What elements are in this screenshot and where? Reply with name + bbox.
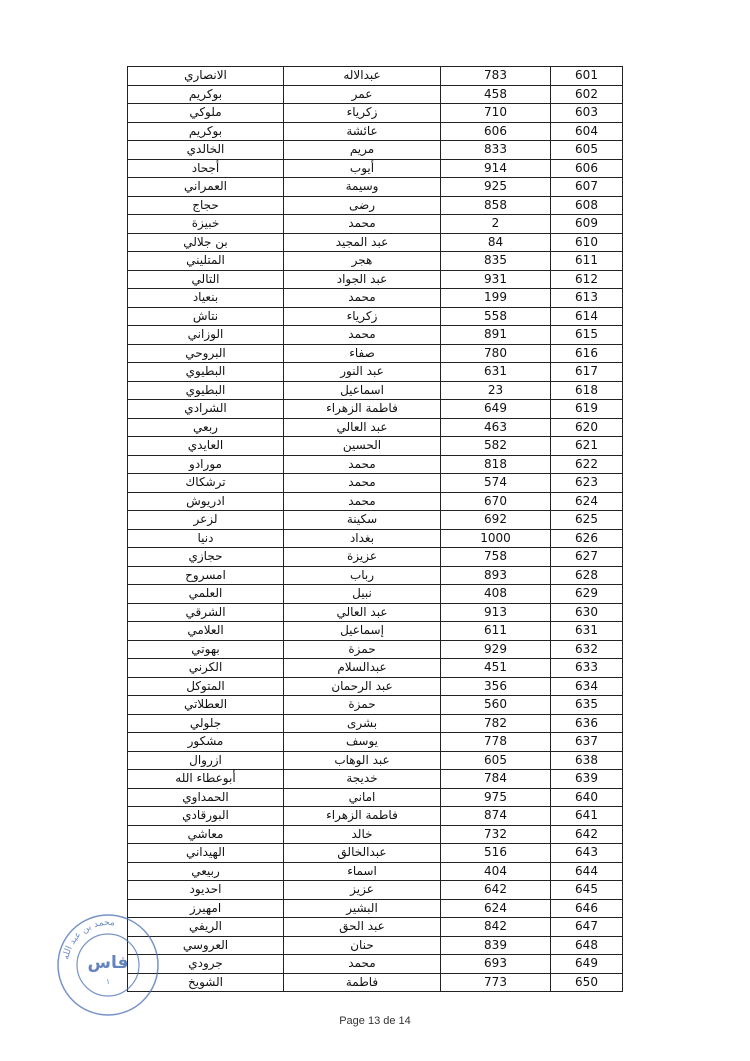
last-name-cell: ربيعي [128, 862, 284, 881]
first-name-cell: حمزة [284, 696, 441, 715]
row-number-cell: 618 [551, 381, 623, 400]
score-cell: 463 [441, 418, 551, 437]
score-cell: 631 [441, 363, 551, 382]
table-row [128, 585, 623, 604]
last-name-cell: ادريوش [128, 492, 284, 511]
last-name-cell: الانصاري [128, 67, 284, 86]
table-row [128, 807, 623, 826]
last-name-cell: بهوتي [128, 640, 284, 659]
score-cell: 839 [441, 936, 551, 955]
first-name-cell: وسيمة [284, 178, 441, 197]
first-name-cell: زكرياء [284, 104, 441, 123]
first-name-cell: إسماعيل [284, 622, 441, 641]
score-cell: 893 [441, 566, 551, 585]
table-row [128, 955, 623, 974]
first-name-cell: عبد الحق [284, 918, 441, 937]
table-row [128, 622, 623, 641]
last-name-cell: الحمداوي [128, 788, 284, 807]
table-row [128, 67, 623, 86]
first-name-cell: محمد [284, 289, 441, 308]
table-row [128, 566, 623, 585]
score-cell: 858 [441, 196, 551, 215]
score-cell: 404 [441, 862, 551, 881]
table-row [128, 400, 623, 419]
score-cell: 784 [441, 770, 551, 789]
table-row [128, 770, 623, 789]
last-name-cell: العروسي [128, 936, 284, 955]
score-cell: 835 [441, 252, 551, 271]
row-number-cell: 614 [551, 307, 623, 326]
first-name-cell: خديجة [284, 770, 441, 789]
table-row [128, 326, 623, 345]
last-name-cell: الكرني [128, 659, 284, 678]
row-number-cell: 619 [551, 400, 623, 419]
last-name-cell: العلامي [128, 622, 284, 641]
row-number-cell: 638 [551, 751, 623, 770]
first-name-cell: عبدالاله [284, 67, 441, 86]
score-cell: 670 [441, 492, 551, 511]
row-number-cell: 617 [551, 363, 623, 382]
score-cell: 891 [441, 326, 551, 345]
first-name-cell: عمر [284, 85, 441, 104]
score-cell: 574 [441, 474, 551, 493]
table-row [128, 381, 623, 400]
last-name-cell: العلمي [128, 585, 284, 604]
score-cell: 913 [441, 603, 551, 622]
last-name-cell: مورادو [128, 455, 284, 474]
last-name-cell: حجازي [128, 548, 284, 567]
first-name-cell: محمد [284, 326, 441, 345]
row-number-cell: 604 [551, 122, 623, 141]
score-cell: 778 [441, 733, 551, 752]
row-number-cell: 602 [551, 85, 623, 104]
first-name-cell: سكينة [284, 511, 441, 530]
first-name-cell: عزيزة [284, 548, 441, 567]
first-name-cell: هجر [284, 252, 441, 271]
first-name-cell: مريم [284, 141, 441, 160]
table-row [128, 751, 623, 770]
last-name-cell: أبوعطاء الله [128, 770, 284, 789]
roster-table [127, 66, 623, 992]
first-name-cell: البشير [284, 899, 441, 918]
row-number-cell: 610 [551, 233, 623, 252]
row-number-cell: 634 [551, 677, 623, 696]
table-row [128, 973, 623, 992]
first-name-cell: بشرى [284, 714, 441, 733]
table-row [128, 733, 623, 752]
row-number-cell: 605 [551, 141, 623, 160]
table-row [128, 492, 623, 511]
last-name-cell: ازروال [128, 751, 284, 770]
last-name-cell: احديود [128, 881, 284, 900]
row-number-cell: 639 [551, 770, 623, 789]
row-number-cell: 607 [551, 178, 623, 197]
last-name-cell: ملوكي [128, 104, 284, 123]
last-name-cell: جلولي [128, 714, 284, 733]
score-cell: 818 [441, 455, 551, 474]
last-name-cell: الوزاني [128, 326, 284, 345]
row-number-cell: 644 [551, 862, 623, 881]
score-cell: 842 [441, 918, 551, 937]
score-cell: 558 [441, 307, 551, 326]
last-name-cell: الهيداني [128, 844, 284, 863]
first-name-cell: عبد الوهاب [284, 751, 441, 770]
first-name-cell: عبد الرحمان [284, 677, 441, 696]
score-cell: 710 [441, 104, 551, 123]
last-name-cell: حجاج [128, 196, 284, 215]
first-name-cell: فاطمة الزهراء [284, 400, 441, 419]
last-name-cell: معاشي [128, 825, 284, 844]
row-number-cell: 608 [551, 196, 623, 215]
table-row [128, 640, 623, 659]
row-number-cell: 609 [551, 215, 623, 234]
score-cell: 624 [441, 899, 551, 918]
score-cell: 833 [441, 141, 551, 160]
first-name-cell: اسماء [284, 862, 441, 881]
row-number-cell: 613 [551, 289, 623, 308]
score-cell: 692 [441, 511, 551, 530]
first-name-cell: محمد [284, 955, 441, 974]
row-number-cell: 611 [551, 252, 623, 271]
first-name-cell: رباب [284, 566, 441, 585]
row-number-cell: 645 [551, 881, 623, 900]
row-number-cell: 628 [551, 566, 623, 585]
table-row [128, 696, 623, 715]
first-name-cell: خالد [284, 825, 441, 844]
score-cell: 199 [441, 289, 551, 308]
row-number-cell: 632 [551, 640, 623, 659]
table-row [128, 196, 623, 215]
score-cell: 649 [441, 400, 551, 419]
table-row [128, 862, 623, 881]
score-cell: 732 [441, 825, 551, 844]
score-cell: 758 [441, 548, 551, 567]
last-name-cell: نتاش [128, 307, 284, 326]
score-cell: 975 [441, 788, 551, 807]
first-name-cell: محمد [284, 474, 441, 493]
table-row [128, 178, 623, 197]
row-number-cell: 633 [551, 659, 623, 678]
first-name-cell: عبد العالي [284, 418, 441, 437]
first-name-cell: رضى [284, 196, 441, 215]
score-cell: 925 [441, 178, 551, 197]
first-name-cell: عبدالخالق [284, 844, 441, 863]
table-row [128, 881, 623, 900]
first-name-cell: محمد [284, 455, 441, 474]
last-name-cell: التالي [128, 270, 284, 289]
table-row [128, 418, 623, 437]
last-name-cell: الشرادي [128, 400, 284, 419]
score-cell: 408 [441, 585, 551, 604]
first-name-cell: صفاء [284, 344, 441, 363]
first-name-cell: عبد النور [284, 363, 441, 382]
first-name-cell: عبدالسلام [284, 659, 441, 678]
row-number-cell: 641 [551, 807, 623, 826]
last-name-cell: امسروح [128, 566, 284, 585]
table-row [128, 788, 623, 807]
row-number-cell: 649 [551, 955, 623, 974]
table-row [128, 215, 623, 234]
row-number-cell: 636 [551, 714, 623, 733]
score-cell: 874 [441, 807, 551, 826]
table-row [128, 899, 623, 918]
row-number-cell: 606 [551, 159, 623, 178]
row-number-cell: 648 [551, 936, 623, 955]
first-name-cell: عبد الجواد [284, 270, 441, 289]
last-name-cell: الريفي [128, 918, 284, 937]
table-row [128, 159, 623, 178]
last-name-cell: بن جلالي [128, 233, 284, 252]
table-row [128, 474, 623, 493]
row-number-cell: 616 [551, 344, 623, 363]
first-name-cell: عائشة [284, 122, 441, 141]
page-number: Page 13 de 14 [339, 1015, 411, 1027]
table-row [128, 714, 623, 733]
row-number-cell: 650 [551, 973, 623, 992]
table-row [128, 141, 623, 160]
row-number-cell: 622 [551, 455, 623, 474]
last-name-cell: المتوكل [128, 677, 284, 696]
first-name-cell: نبيل [284, 585, 441, 604]
first-name-cell: فاطمة [284, 973, 441, 992]
table-row [128, 307, 623, 326]
table-row [128, 289, 623, 308]
last-name-cell: مشكور [128, 733, 284, 752]
score-cell: 2 [441, 215, 551, 234]
first-name-cell: عزيز [284, 881, 441, 900]
table-row [128, 85, 623, 104]
score-cell: 451 [441, 659, 551, 678]
score-cell: 929 [441, 640, 551, 659]
table-row [128, 918, 623, 937]
row-number-cell: 620 [551, 418, 623, 437]
last-name-cell: البطيوي [128, 381, 284, 400]
table-row [128, 659, 623, 678]
last-name-cell: بوكريم [128, 85, 284, 104]
row-number-cell: 637 [551, 733, 623, 752]
score-cell: 606 [441, 122, 551, 141]
table-row [128, 677, 623, 696]
score-cell: 773 [441, 973, 551, 992]
table-row [128, 825, 623, 844]
first-name-cell: عبد المجيد [284, 233, 441, 252]
last-name-cell: المتليني [128, 252, 284, 271]
table-row [128, 437, 623, 456]
score-cell: 23 [441, 381, 551, 400]
row-number-cell: 615 [551, 326, 623, 345]
row-number-cell: 623 [551, 474, 623, 493]
first-name-cell: عبد العالي [284, 603, 441, 622]
table-row [128, 844, 623, 863]
table-row [128, 529, 623, 548]
table-row [128, 363, 623, 382]
table-row [128, 455, 623, 474]
first-name-cell: اماني [284, 788, 441, 807]
row-number-cell: 625 [551, 511, 623, 530]
row-number-cell: 643 [551, 844, 623, 863]
row-number-cell: 627 [551, 548, 623, 567]
first-name-cell: زكرياء [284, 307, 441, 326]
table-row [128, 104, 623, 123]
last-name-cell: العايدي [128, 437, 284, 456]
first-name-cell: فاطمة الزهراء [284, 807, 441, 826]
last-name-cell: الخالدي [128, 141, 284, 160]
table-row [128, 344, 623, 363]
last-name-cell: ربعي [128, 418, 284, 437]
score-cell: 693 [441, 955, 551, 974]
first-name-cell: محمد [284, 492, 441, 511]
last-name-cell: أجحاد [128, 159, 284, 178]
table-row [128, 233, 623, 252]
table-row [128, 936, 623, 955]
stamp-center-small: ١ [105, 977, 111, 986]
last-name-cell: العمراني [128, 178, 284, 197]
row-number-cell: 621 [551, 437, 623, 456]
first-name-cell: بغداد [284, 529, 441, 548]
score-cell: 458 [441, 85, 551, 104]
table-row [128, 122, 623, 141]
last-name-cell: خبيزة [128, 215, 284, 234]
last-name-cell: ترشكاك [128, 474, 284, 493]
last-name-cell: البروحي [128, 344, 284, 363]
last-name-cell: البورقادي [128, 807, 284, 826]
last-name-cell: امهيرز [128, 899, 284, 918]
row-number-cell: 601 [551, 67, 623, 86]
roster-table-body [128, 67, 623, 992]
table-row [128, 511, 623, 530]
first-name-cell: يوسف [284, 733, 441, 752]
last-name-cell: بنعياد [128, 289, 284, 308]
score-cell: 1000 [441, 529, 551, 548]
row-number-cell: 629 [551, 585, 623, 604]
score-cell: 582 [441, 437, 551, 456]
last-name-cell: الشويخ [128, 973, 284, 992]
row-number-cell: 640 [551, 788, 623, 807]
row-number-cell: 647 [551, 918, 623, 937]
first-name-cell: حنان [284, 936, 441, 955]
row-number-cell: 603 [551, 104, 623, 123]
row-number-cell: 646 [551, 899, 623, 918]
table-row [128, 252, 623, 271]
last-name-cell: لزعر [128, 511, 284, 530]
row-number-cell: 635 [551, 696, 623, 715]
score-cell: 782 [441, 714, 551, 733]
score-cell: 780 [441, 344, 551, 363]
table-row [128, 603, 623, 622]
score-cell: 611 [441, 622, 551, 641]
first-name-cell: الحسين [284, 437, 441, 456]
score-cell: 84 [441, 233, 551, 252]
score-cell: 560 [441, 696, 551, 715]
row-number-cell: 642 [551, 825, 623, 844]
last-name-cell: دنيا [128, 529, 284, 548]
first-name-cell: اسماعيل [284, 381, 441, 400]
row-number-cell: 630 [551, 603, 623, 622]
row-number-cell: 626 [551, 529, 623, 548]
row-number-cell: 612 [551, 270, 623, 289]
table-row [128, 270, 623, 289]
first-name-cell: محمد [284, 215, 441, 234]
last-name-cell: العطلاتي [128, 696, 284, 715]
row-number-cell: 624 [551, 492, 623, 511]
score-cell: 783 [441, 67, 551, 86]
score-cell: 642 [441, 881, 551, 900]
row-number-cell: 631 [551, 622, 623, 641]
score-cell: 605 [441, 751, 551, 770]
score-cell: 356 [441, 677, 551, 696]
stamp-center-text: فاس [87, 953, 129, 973]
first-name-cell: أيوب [284, 159, 441, 178]
official-stamp [55, 912, 161, 1018]
score-cell: 914 [441, 159, 551, 178]
score-cell: 516 [441, 844, 551, 863]
table-row [128, 548, 623, 567]
last-name-cell: جرودي [128, 955, 284, 974]
first-name-cell: حمزة [284, 640, 441, 659]
score-cell: 931 [441, 270, 551, 289]
stamp-outer-text: محمد بن عبد الله [61, 917, 116, 961]
last-name-cell: البطيوي [128, 363, 284, 382]
last-name-cell: الشرقي [128, 603, 284, 622]
last-name-cell: بوكريم [128, 122, 284, 141]
